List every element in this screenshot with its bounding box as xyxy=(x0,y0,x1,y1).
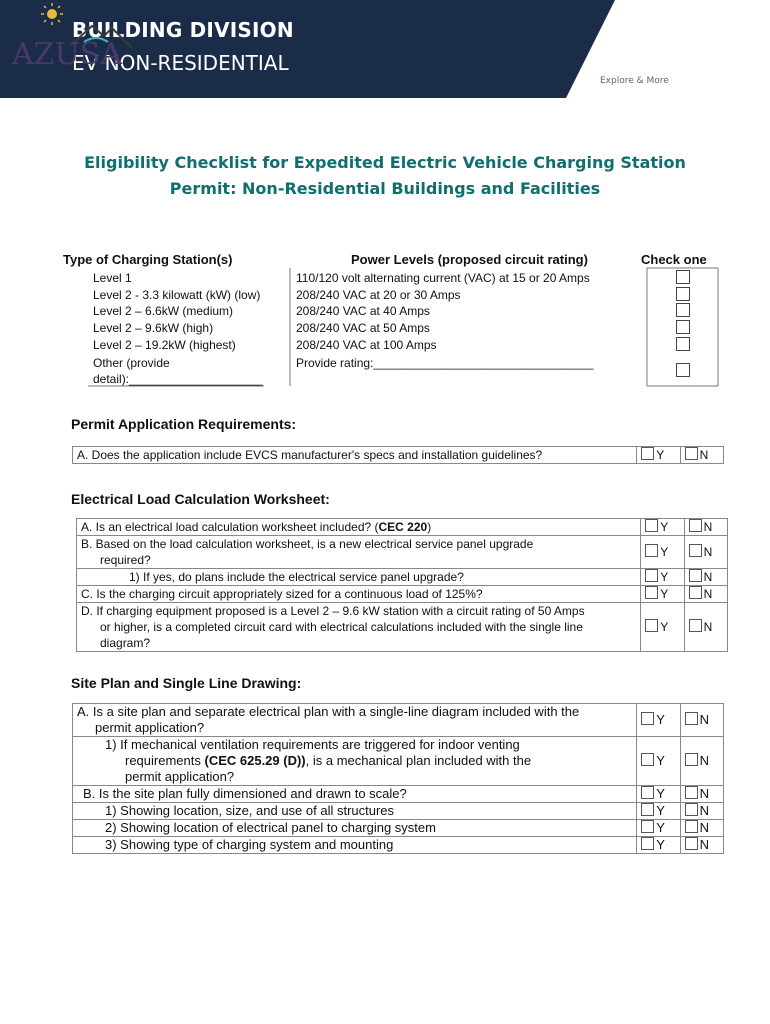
no-option[interactable]: N xyxy=(680,786,723,803)
charging-power-6[interactable]: Provide rating:_________________________________ xyxy=(296,356,594,370)
checkbox[interactable] xyxy=(689,569,702,582)
page-title-line1: Eligibility Checklist for Expedited Electric Vehicle Charging Station xyxy=(84,153,686,172)
yes-option[interactable]: Y xyxy=(641,519,684,536)
table-row xyxy=(77,519,728,536)
no-option[interactable]: N xyxy=(684,519,727,536)
checkbox-level1[interactable] xyxy=(676,270,690,284)
table-row xyxy=(73,786,724,803)
permit-question-a: A. Does the application include EVCS manufacturer's specs and installation guidelines? xyxy=(73,447,637,464)
yes-option[interactable]: Y xyxy=(641,603,684,652)
table-row xyxy=(73,737,724,786)
electrical-question-b: B. Based on the load calculation worksheet, is a new electrical service panel upgrade required? xyxy=(77,536,641,569)
table-row xyxy=(77,586,728,603)
yes-option[interactable]: Y xyxy=(641,569,684,586)
checkbox[interactable] xyxy=(645,519,658,532)
no-option[interactable]: N xyxy=(684,586,727,603)
site-question-b1: 1) Showing location, size, and use of all structures xyxy=(73,803,637,820)
checkbox[interactable] xyxy=(645,544,658,557)
checkbox-level2-high[interactable] xyxy=(676,320,690,334)
charging-power-1: 110/120 volt alternating current (VAC) at 15 or 20 Amps xyxy=(296,271,590,285)
table-row xyxy=(77,603,728,652)
checkbox[interactable] xyxy=(641,786,654,799)
electrical-question-d: D. If charging equipment proposed is a Level 2 – 9.6 kW station with a circuit rating of 50 Amps or higher, is a completed circuit card with electrical calculations included with the single line diagram? xyxy=(77,603,641,652)
checkbox[interactable] xyxy=(689,619,702,632)
charging-power-5: 208/240 VAC at 100 Amps xyxy=(296,338,437,352)
no-option[interactable]: N xyxy=(680,737,723,786)
svg-text:AZUSA: AZUSA xyxy=(12,37,123,72)
charging-type-2: Level 2 - 3.3 kilowatt (kW) (low) xyxy=(93,288,261,302)
electrical-table xyxy=(76,518,728,652)
permit-app-heading: Permit Application Requirements: xyxy=(71,416,297,432)
no-option[interactable]: N xyxy=(684,603,727,652)
charging-type-5: Level 2 – 19.2kW (highest) xyxy=(93,338,236,352)
charging-power-4: 208/240 VAC at 50 Amps xyxy=(296,321,430,335)
checkbox[interactable] xyxy=(685,712,698,725)
permit-app-table xyxy=(72,446,724,464)
no-option[interactable]: N xyxy=(684,536,727,569)
checkbox-level2-low[interactable] xyxy=(676,287,690,301)
charging-type-4: Level 2 – 9.6kW (high) xyxy=(93,321,214,335)
charging-type-1: Level 1 xyxy=(93,271,132,285)
no-option[interactable]: N xyxy=(680,803,723,820)
no-option[interactable]: N xyxy=(684,569,727,586)
yes-option[interactable]: Y xyxy=(637,786,680,803)
checkbox[interactable] xyxy=(641,837,654,850)
checkbox[interactable] xyxy=(641,712,654,725)
table-row xyxy=(77,569,728,586)
col-header-power: Power Levels (proposed circuit rating) xyxy=(351,252,588,267)
site-question-a: A. Is a site plan and separate electrical plan with a single-line diagram included with the permit application? xyxy=(73,704,637,737)
charging-type-6: Other (provide xyxy=(93,356,170,370)
checkbox[interactable] xyxy=(685,803,698,816)
checkbox-level2-medium[interactable] xyxy=(676,303,690,317)
checkbox[interactable] xyxy=(685,753,698,766)
charging-power-2: 208/240 VAC at 20 or 30 Amps xyxy=(296,288,461,302)
yes-option[interactable]: Y xyxy=(637,803,680,820)
no-option[interactable]: N xyxy=(680,820,723,837)
checkbox[interactable] xyxy=(689,519,702,532)
logo-tagline: Explore & More xyxy=(600,76,669,86)
checkbox[interactable] xyxy=(641,447,654,460)
checkbox[interactable] xyxy=(645,619,658,632)
site-question-b3: 3) Showing type of charging system and mounting xyxy=(73,837,637,854)
checkbox-level2-highest[interactable] xyxy=(676,337,690,351)
charging-power-3: 208/240 VAC at 40 Amps xyxy=(296,304,430,318)
checkbox[interactable] xyxy=(645,586,658,599)
yes-option[interactable]: Y xyxy=(637,837,680,854)
yes-option[interactable]: Y xyxy=(637,704,680,737)
electrical-question-a: A. Is an electrical load calculation worksheet included? (CEC 220) xyxy=(77,519,641,536)
yes-option[interactable]: Y xyxy=(637,820,680,837)
charging-type-3: Level 2 – 6.6kW (medium) xyxy=(93,304,234,318)
yes-option[interactable]: Y xyxy=(637,737,680,786)
checkbox[interactable] xyxy=(685,447,698,460)
checkbox[interactable] xyxy=(645,569,658,582)
no-option[interactable]: N xyxy=(680,447,723,464)
site-question-b: B. Is the site plan fully dimensioned and drawn to scale? xyxy=(73,786,637,803)
checkbox[interactable] xyxy=(689,586,702,599)
checkbox[interactable] xyxy=(685,837,698,850)
division-title: BUILDING DIVISION xyxy=(72,18,294,42)
table-row xyxy=(73,837,724,854)
checkbox[interactable] xyxy=(641,753,654,766)
site-plan-table xyxy=(72,703,724,854)
col-header-check: Check one xyxy=(641,252,707,267)
electrical-question-c: C. Is the charging circuit appropriately sized for a continuous load of 125%? xyxy=(77,586,641,603)
page-title-line2: Permit: Non-Residential Buildings and Facilities xyxy=(169,179,601,198)
division-subtitle: EV NON-RESIDENTIAL xyxy=(72,51,289,75)
electrical-heading: Electrical Load Calculation Worksheet: xyxy=(71,491,330,507)
site-question-b2: 2) Showing location of electrical panel to charging system xyxy=(73,820,637,837)
yes-option[interactable]: Y xyxy=(641,586,684,603)
site-question-a1: 1) If mechanical ventilation requirements are triggered for indoor venting requirements (CEC 625.29 (D)), is a mechanical plan included with the permit application? xyxy=(73,737,637,786)
checkbox[interactable] xyxy=(685,820,698,833)
table-row xyxy=(73,803,724,820)
checkbox[interactable] xyxy=(641,803,654,816)
table-row xyxy=(73,704,724,737)
no-option[interactable]: N xyxy=(680,837,723,854)
yes-option[interactable]: Y xyxy=(641,536,684,569)
checkbox-other[interactable] xyxy=(676,363,690,377)
electrical-question-b1: 1) If yes, do plans include the electrical service panel upgrade? xyxy=(77,569,641,586)
col-header-type: Type of Charging Station(s) xyxy=(63,252,233,267)
table-row xyxy=(73,447,724,464)
yes-option[interactable]: Y xyxy=(637,447,680,464)
table-row xyxy=(73,820,724,837)
checkbox[interactable] xyxy=(689,544,702,557)
table-row xyxy=(77,536,728,569)
checkbox[interactable] xyxy=(685,786,698,799)
checkbox[interactable] xyxy=(641,820,654,833)
no-option[interactable]: N xyxy=(680,704,723,737)
site-plan-heading: Site Plan and Single Line Drawing: xyxy=(71,675,302,691)
charging-type-6-detail[interactable]: detail):____________________ xyxy=(93,372,263,386)
